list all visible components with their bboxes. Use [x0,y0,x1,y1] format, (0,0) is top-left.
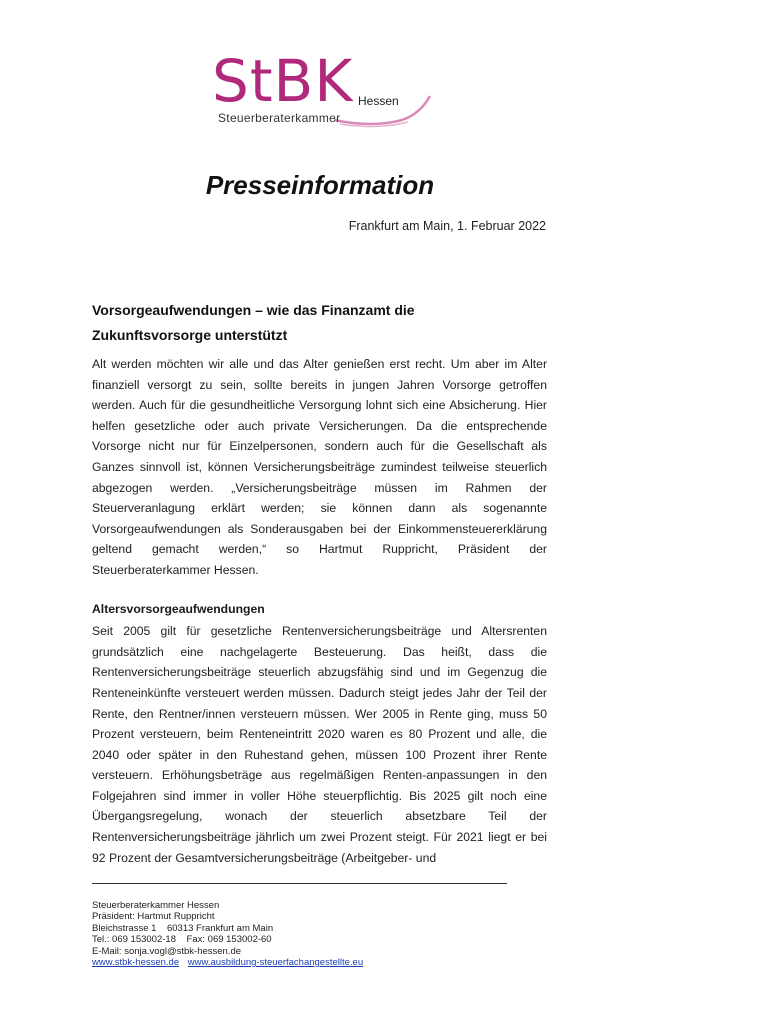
stbk-website-link[interactable]: www.stbk-hessen.de [92,957,180,969]
article-body [92,298,547,868]
headline-line-1: Vorsorgeaufwendungen – wie das Finanzamt die [92,302,415,318]
headline-line-2: Zukunftsvorsorge unterstützt [92,327,288,343]
logo-region: Hessen [358,94,399,108]
footer-contact [92,900,369,968]
logo-wordmark: StBK [212,47,354,115]
ausbildung-website-link[interactable]: www.ausbildung-steuerfachangestellte.eu [187,957,364,969]
footer-email: E-Mail: sonja.vogl@stbk-hessen.de [92,945,242,957]
section-heading: Altersvorsorgeaufwendungen [92,601,265,616]
section-paragraph: Seit 2005 gilt für gesetzliche Rentenversicherungsbeiträge und Altersrenten grundsätzlich eine nachgelagerte Besteuerung. Das heißt, dass die Rentenversicherungsbeiträge steuerlich abzugsfähig sind und im Gegenzug die Renteneinkünfte versteuert werden müssen. Dadurch steigt jedes Jahr der Teil der Rente, den Rentner/innen versteuern müssen. Wer 2005 in Rente ging, muss 50 Prozent versteuern, beim Renteneintritt 2020 waren es 80 Prozent und alle, die 2040 oder später in den Ruhestand gehen, müssen 100 Prozent ihrer Rente versteuern. Erhöhungsbeträge aus regelmäßigen Renten-anpassungen in den Folgejahren sind immer in voller Höhe steuerpflichtig. Bis 2025 gilt noch eine Übergangsregelung, wonach der steuerlich absetzbare Teil der Rentenversicherungsbeiträge jährlich um zwei Prozent steigt. Für 2021 liegt er bei 92 Prozent der Gesamtversicherungsbeiträge (Arbeitgeber- und [92,624,547,865]
page-title: Presseinformation [205,170,435,200]
stbk-logo [212,47,442,132]
article-headline [92,298,547,348]
intro-paragraph: Alt werden möchten wir alle und das Alter genießen erst recht. Um aber im Alter finanziell versorgt zu sein, sollte bereits in jungen Jahren Vorsorge getroffen werden. Auch für die gesundheitliche Versorgung lohnt sich eine Absicherung. Hier helfen gesetzliche oder auch private Versicherungen. Da die entsprechende Vorsorge nicht nur für Einzelpersonen, sondern auch für die Gesellschaft als Ganzes sinnvoll ist, können Versicherungsbeiträge zumindest teilweise steuerlich abgezogen werden. „Versicherungsbeiträge müssen im Rahmen der Steuerveranlagung erklärt werden; sie können dann als sogenannte Vorsorgeaufwendungen als Sonderausgaben bei der Einkommensteuererklärung geltend gemacht werden,“ so Hartmut Ruppricht, Präsident der Steuerberaterkammer Hessen. [92,357,547,577]
dateline: Frankfurt am Main, 1. Februar 2022 [348,219,546,233]
footer-address: Bleichstrasse 1 60313 Frankfurt am Main [92,922,274,934]
footer-org: Steuerberaterkammer Hessen [92,900,220,911]
footer-divider [92,883,507,884]
footer-president: Präsident: Hartmut Ruppricht [92,911,215,923]
footer-links [92,957,369,968]
logo-subtitle: Steuerberaterkammer [218,111,341,125]
footer-phone: Tel.: 069 153002-18 Fax: 069 153002-60 [92,934,272,946]
